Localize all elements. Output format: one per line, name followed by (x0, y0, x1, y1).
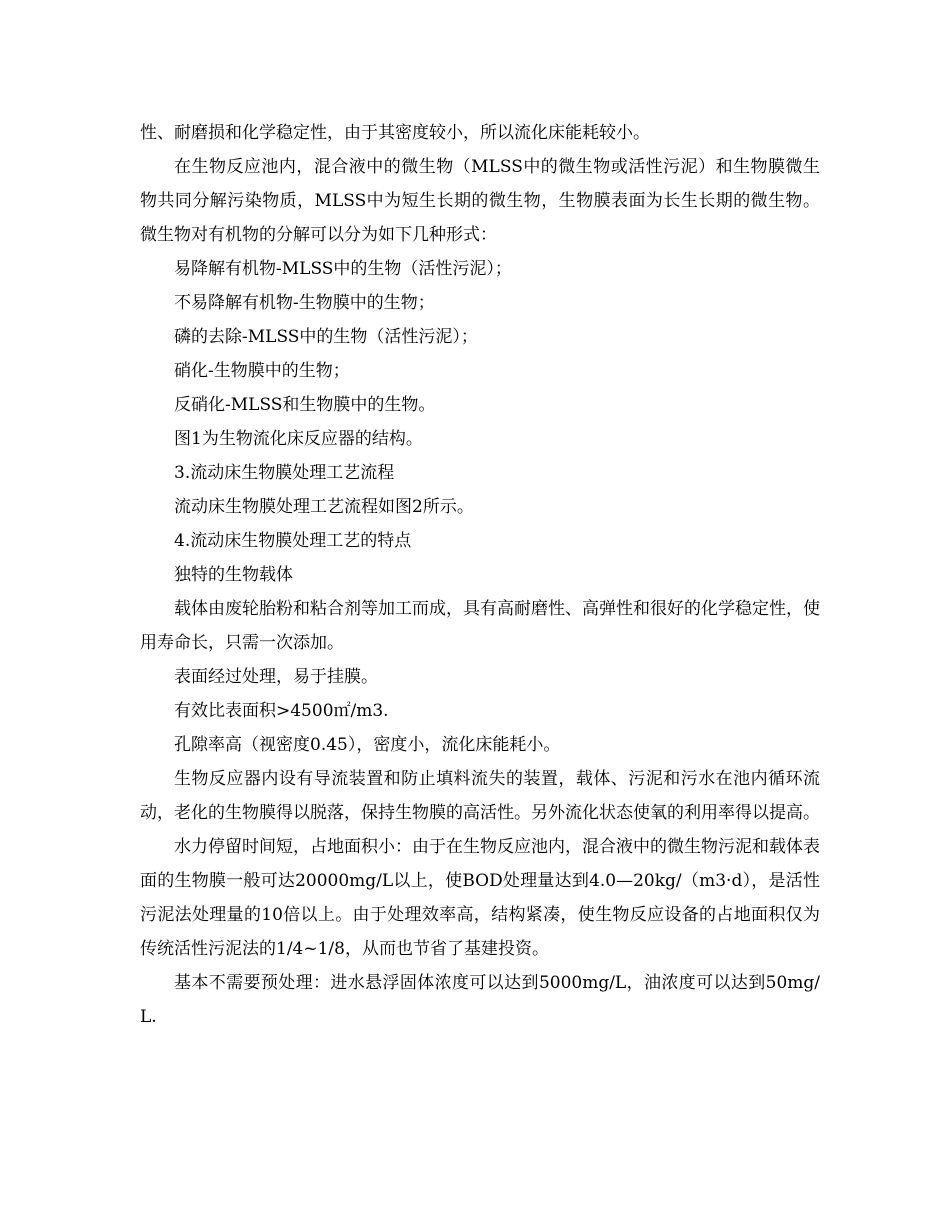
paragraph-2: 在生物反应池内，混合液中的微生物（MLSS中的微生物或活性污泥）和生物膜微生物共同分解污染物质，MLSS中为短生长期的微生物，生物膜表面为长生长期的微生物。微生物对有机物的分解可以分为如下几种形式： (140, 157, 820, 245)
subheading-carrier: 独特的生物载体 (174, 565, 293, 585)
paragraph-1: 性、耐磨损和化学稳定性，由于其密度较小，所以流化床能耗较小。 (140, 123, 650, 143)
figure-2-reference: 流动床生物膜处理工艺流程如图2所示。 (174, 497, 474, 517)
figure-1-reference: 图1为生物流化床反应器的结构。 (174, 429, 423, 449)
paragraph-retention-time: 水力停留时间短，占地面积小：由于在生物反应池内，混合液中的微生物污泥和载体表面的生物膜一般可达20000mg/L以上，使BOD处理量达到4.0—20kg/（m3·d），是活性污泥法处理量的10倍以上。由于处理效率高，结构紧凑，使生物反应设备的占地面积仅为传统活性污泥法的1/4~1/8，从而也节省了基建投资。 (140, 837, 820, 959)
section-heading-3: 3.流动床生物膜处理工艺流程 (174, 463, 395, 483)
list-item-nitrification: 硝化-生物膜中的生物； (174, 361, 350, 381)
paragraph-pretreatment: 基本不需要预处理：进水悬浮固体浓度可以达到5000mg/L，油浓度可以达到50mg/L. (140, 973, 820, 1027)
list-item-denitrification: 反硝化-MLSS和生物膜中的生物。 (174, 395, 436, 415)
paragraph-carrier-material: 载体由废轮胎粉和粘合剂等加工而成，具有高耐磨性、高弹性和很好的化学稳定性，使用寿命长，只需一次添加。 (140, 599, 820, 653)
paragraph-porosity: 孔隙率高（视密度0.45），密度小，流化床能耗小。 (174, 735, 561, 755)
list-item-phosphorus-removal: 磷的去除-MLSS中的生物（活性污泥）； (174, 327, 478, 347)
list-item-non-degradable-organics: 不易降解有机物-生物膜中的生物； (174, 293, 435, 313)
paragraph-surface-treatment: 表面经过处理，易于挂膜。 (174, 667, 378, 687)
document-body (140, 116, 820, 1034)
paragraph-specific-surface-area: 有效比表面积>4500㎡/m3. (174, 701, 389, 721)
list-item-degradable-organics: 易降解有机物-MLSS中的生物（活性污泥）； (174, 259, 512, 279)
paragraph-reactor-design: 生物反应器内设有导流装置和防止填料流失的装置，载体、污泥和污水在池内循环流动，老化的生物膜得以脱落，保持生物膜的高活性。另外流化状态使氧的利用率得以提高。 (140, 769, 820, 823)
section-heading-4: 4.流动床生物膜处理工艺的特点 (174, 531, 412, 551)
